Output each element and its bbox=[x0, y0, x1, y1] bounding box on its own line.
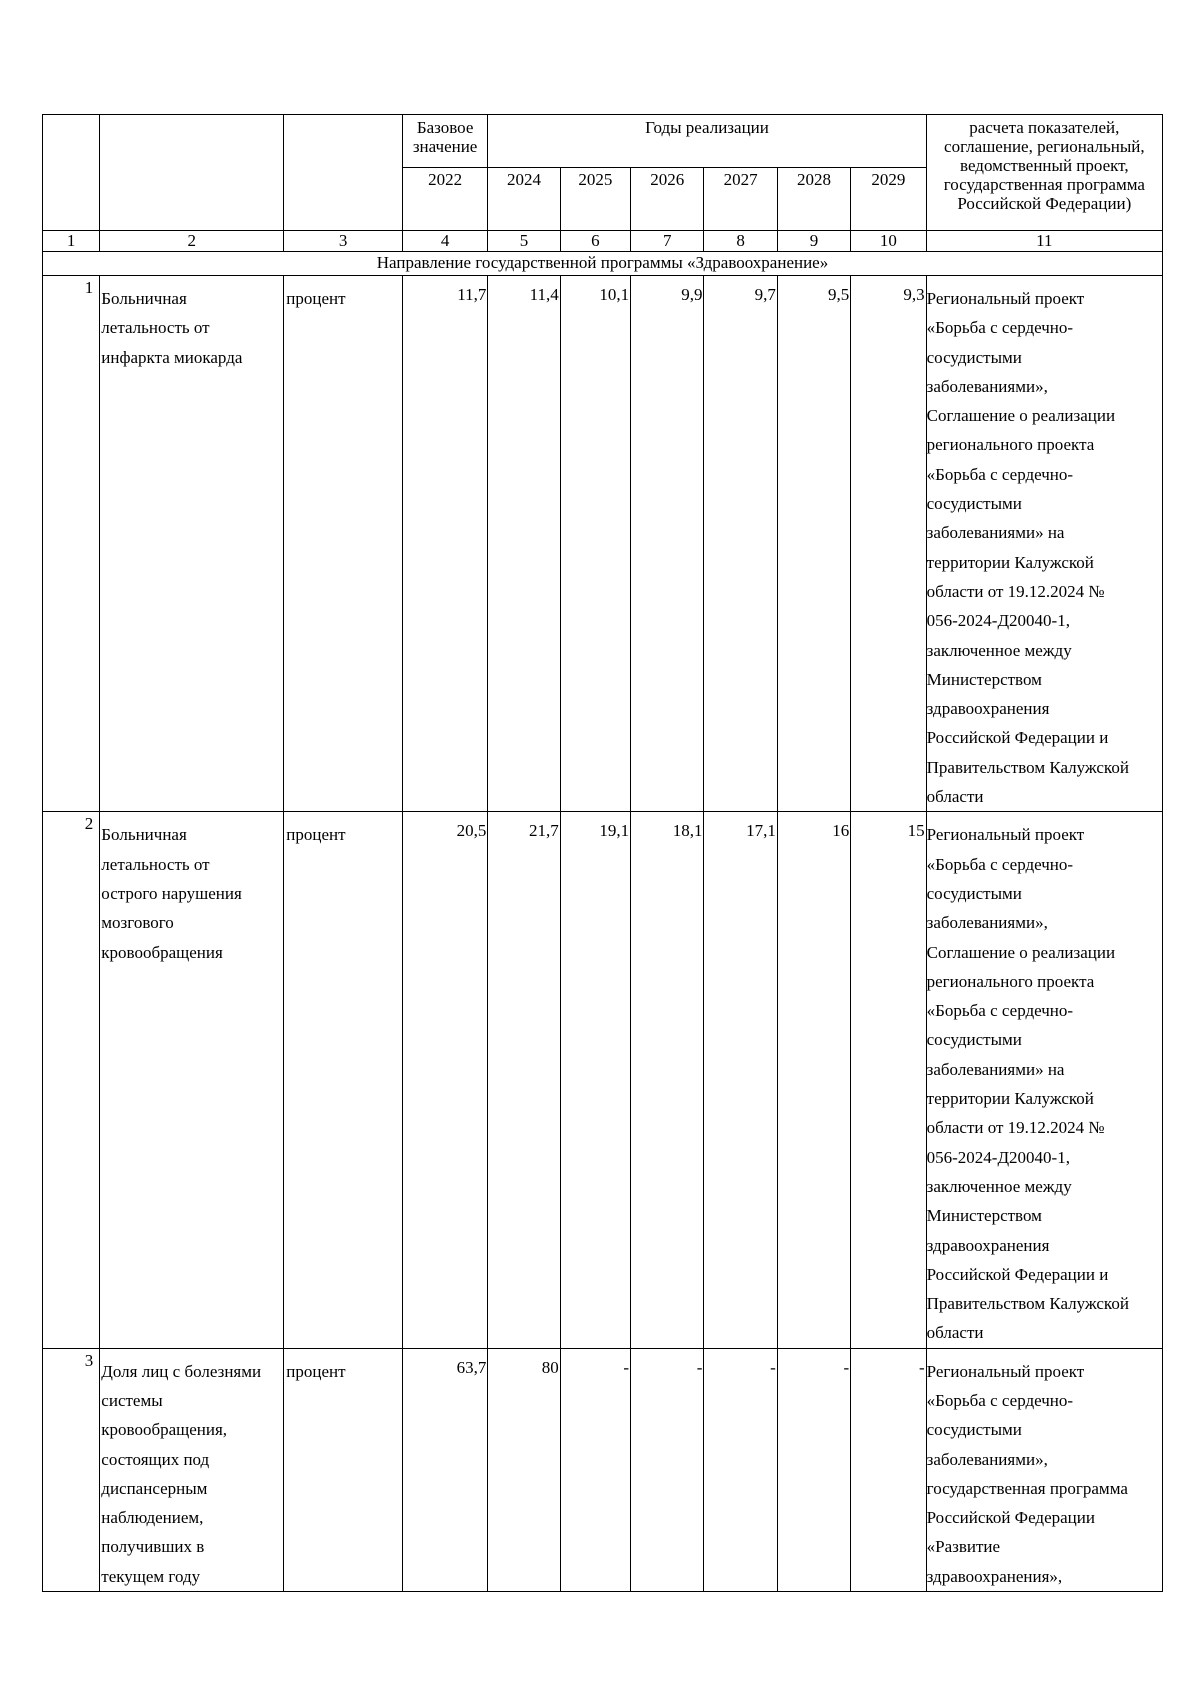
row-number: 1 bbox=[43, 276, 100, 812]
base-value: 11,7 bbox=[402, 276, 487, 812]
value-2029: - bbox=[851, 1348, 926, 1591]
indicator-name bbox=[100, 276, 284, 812]
indicator-name bbox=[100, 812, 284, 1348]
source-document bbox=[926, 812, 1162, 1348]
source-document-line: 056-2024-Д20040-1, bbox=[926, 1147, 1070, 1167]
year-2024: 2024 bbox=[488, 168, 560, 231]
value-2024: 21,7 bbox=[488, 812, 560, 1348]
indicator-name-line: острого нарушения bbox=[101, 883, 242, 903]
source-document-line: заболеваниями» на bbox=[926, 1059, 1065, 1079]
source-document bbox=[926, 1348, 1162, 1591]
column-number: 1 bbox=[43, 231, 100, 252]
source-document-line: Российской Федерации и bbox=[926, 728, 1109, 748]
source-document-line: территории Калужской bbox=[926, 552, 1094, 572]
source-document-line: сосудистыми bbox=[926, 1030, 1022, 1050]
doc-header-line-2: соглашение, региональный, bbox=[944, 137, 1145, 156]
years-header bbox=[488, 115, 926, 168]
table-row bbox=[43, 1348, 1163, 1591]
source-document-line: заболеваниями», bbox=[926, 1449, 1048, 1469]
indicator-name-line: кровообращения bbox=[101, 942, 223, 962]
column-number: 7 bbox=[631, 231, 704, 252]
doc-header-line-1: расчета показателей, bbox=[969, 118, 1120, 137]
source-document-line: 056-2024-Д20040-1, bbox=[926, 611, 1070, 631]
row-number: 3 bbox=[43, 1348, 100, 1591]
indicators-table bbox=[42, 114, 1163, 1592]
year-2027: 2027 bbox=[704, 168, 777, 231]
base-value: 63,7 bbox=[402, 1348, 487, 1591]
source-document bbox=[926, 276, 1162, 812]
value-2024: 80 bbox=[488, 1348, 560, 1591]
value-2026: 9,9 bbox=[631, 276, 704, 812]
table-row bbox=[43, 276, 1163, 812]
indicator-name-line: диспансерным bbox=[101, 1478, 208, 1498]
source-document-line: Министерством bbox=[926, 669, 1042, 689]
source-document-line: заболеваниями» на bbox=[926, 523, 1065, 543]
column-number: 5 bbox=[488, 231, 560, 252]
source-document-line: Российской Федерации bbox=[926, 1508, 1095, 1528]
source-document-line: «Борьба с сердечно- bbox=[926, 1001, 1074, 1021]
value-2027: - bbox=[704, 1348, 777, 1591]
value-2025: 10,1 bbox=[560, 276, 630, 812]
header-cell-empty-2 bbox=[100, 115, 284, 231]
doc-header bbox=[926, 115, 1162, 231]
indicator-name-line: текущем году bbox=[101, 1566, 201, 1586]
value-2029: 15 bbox=[851, 812, 926, 1348]
value-2026: - bbox=[631, 1348, 704, 1591]
column-number: 11 bbox=[926, 231, 1162, 252]
source-document-line: области от 19.12.2024 № bbox=[926, 581, 1105, 601]
source-document-line: «Развитие bbox=[926, 1537, 1001, 1557]
source-document-line: сосудистыми bbox=[926, 494, 1022, 514]
source-document-line: регионального проекта bbox=[926, 435, 1095, 455]
value-2025: - bbox=[560, 1348, 630, 1591]
source-document-line: Соглашение о реализации bbox=[926, 942, 1116, 962]
source-document-line: Правительством Калужской bbox=[926, 757, 1129, 777]
column-numbers-row bbox=[43, 231, 1163, 252]
source-document-line: Региональный проект bbox=[926, 825, 1085, 845]
value-2029: 9,3 bbox=[851, 276, 926, 812]
source-document-line: заболеваниями», bbox=[926, 376, 1048, 396]
source-document-line: здравоохранения», bbox=[926, 1566, 1063, 1586]
year-2029: 2029 bbox=[851, 168, 926, 231]
indicator-name-line: Больничная bbox=[101, 825, 187, 845]
source-document-line: сосудистыми bbox=[926, 1420, 1022, 1440]
indicator-name-line: мозгового bbox=[101, 913, 174, 933]
indicator-name-line: инфаркта миокарда bbox=[101, 347, 243, 367]
year-2025: 2025 bbox=[560, 168, 630, 231]
source-document-line: области bbox=[926, 1323, 984, 1343]
value-2028: 16 bbox=[777, 812, 850, 1348]
direction-row bbox=[43, 252, 1163, 276]
indicator-name-line: кровообращения, bbox=[101, 1420, 228, 1440]
source-document-line: «Борьба с сердечно- bbox=[926, 464, 1074, 484]
doc-header-line-4: государственная программа bbox=[943, 175, 1145, 194]
header-row-top bbox=[43, 115, 1163, 168]
source-document-line: Соглашение о реализации bbox=[926, 406, 1116, 426]
column-number: 2 bbox=[100, 231, 284, 252]
source-document-line: сосудистыми bbox=[926, 347, 1022, 367]
indicator-name-line: Доля лиц с болезнями bbox=[101, 1361, 262, 1381]
source-document-line: области bbox=[926, 787, 984, 807]
source-document-line: здравоохранения bbox=[926, 699, 1050, 719]
source-document-line: Правительством Калужской bbox=[926, 1294, 1129, 1314]
year-2028: 2028 bbox=[777, 168, 850, 231]
indicator-name-line: системы bbox=[101, 1390, 163, 1410]
base-value: 20,5 bbox=[402, 812, 487, 1348]
indicator-name-line: наблюдением, bbox=[101, 1508, 204, 1528]
source-document-line: государственная программа bbox=[926, 1478, 1128, 1498]
source-document-line: «Борьба с сердечно- bbox=[926, 318, 1074, 338]
source-document-line: «Борьба с сердечно- bbox=[926, 854, 1074, 874]
base-value-line-1: Базовое bbox=[416, 118, 474, 137]
base-year: 2022 bbox=[402, 168, 487, 231]
base-value-line-2: значение bbox=[412, 137, 478, 156]
source-document-line: Министерством bbox=[926, 1206, 1042, 1226]
doc-header-line-3: ведомственный проект, bbox=[960, 156, 1129, 175]
source-document-line: территории Калужской bbox=[926, 1089, 1094, 1109]
source-document-line: Региональный проект bbox=[926, 1361, 1085, 1381]
value-2028: - bbox=[777, 1348, 850, 1591]
value-2024: 11,4 bbox=[488, 276, 560, 812]
column-number: 10 bbox=[851, 231, 926, 252]
source-document-line: Региональный проект bbox=[926, 289, 1085, 308]
column-number: 6 bbox=[560, 231, 630, 252]
year-2026: 2026 bbox=[631, 168, 704, 231]
table-row bbox=[43, 812, 1163, 1348]
source-document-line: заболеваниями», bbox=[926, 913, 1048, 933]
doc-header-line-5: Российской Федерации) bbox=[957, 194, 1132, 213]
source-document-line: заключенное между bbox=[926, 640, 1072, 660]
header-cell-empty-3 bbox=[284, 115, 403, 231]
column-number: 9 bbox=[777, 231, 850, 252]
indicator-name-line: состоящих под bbox=[101, 1449, 210, 1469]
header-cell-empty-1 bbox=[43, 115, 100, 231]
unit: процент bbox=[284, 276, 403, 812]
value-2026: 18,1 bbox=[631, 812, 704, 1348]
indicator-name-line: летальность от bbox=[101, 854, 210, 874]
source-document-line: «Борьба с сердечно- bbox=[926, 1390, 1074, 1410]
unit: процент bbox=[284, 812, 403, 1348]
base-value-header bbox=[402, 115, 487, 168]
direction-title: Направление государственной программы «Здравоохранение» bbox=[43, 252, 1163, 276]
column-number: 4 bbox=[402, 231, 487, 252]
row-number: 2 bbox=[43, 812, 100, 1348]
column-number: 3 bbox=[284, 231, 403, 252]
source-document-line: регионального проекта bbox=[926, 971, 1095, 991]
unit: процент bbox=[284, 1348, 403, 1591]
value-2028: 9,5 bbox=[777, 276, 850, 812]
source-document-line: Российской Федерации и bbox=[926, 1264, 1109, 1284]
value-2027: 9,7 bbox=[704, 276, 777, 812]
source-document-line: заключенное между bbox=[926, 1176, 1072, 1196]
indicator-name-line: Больничная bbox=[101, 289, 187, 308]
indicator-name-line: летальность от bbox=[101, 318, 210, 338]
column-number: 8 bbox=[704, 231, 777, 252]
source-document-line: области от 19.12.2024 № bbox=[926, 1118, 1105, 1138]
value-2027: 17,1 bbox=[704, 812, 777, 1348]
indicator-name bbox=[100, 1348, 284, 1591]
source-document-line: здравоохранения bbox=[926, 1235, 1050, 1255]
source-document-line: сосудистыми bbox=[926, 883, 1022, 903]
value-2025: 19,1 bbox=[560, 812, 630, 1348]
indicator-name-line: получивших в bbox=[101, 1537, 205, 1557]
years-title: Годы реализации bbox=[645, 118, 769, 137]
